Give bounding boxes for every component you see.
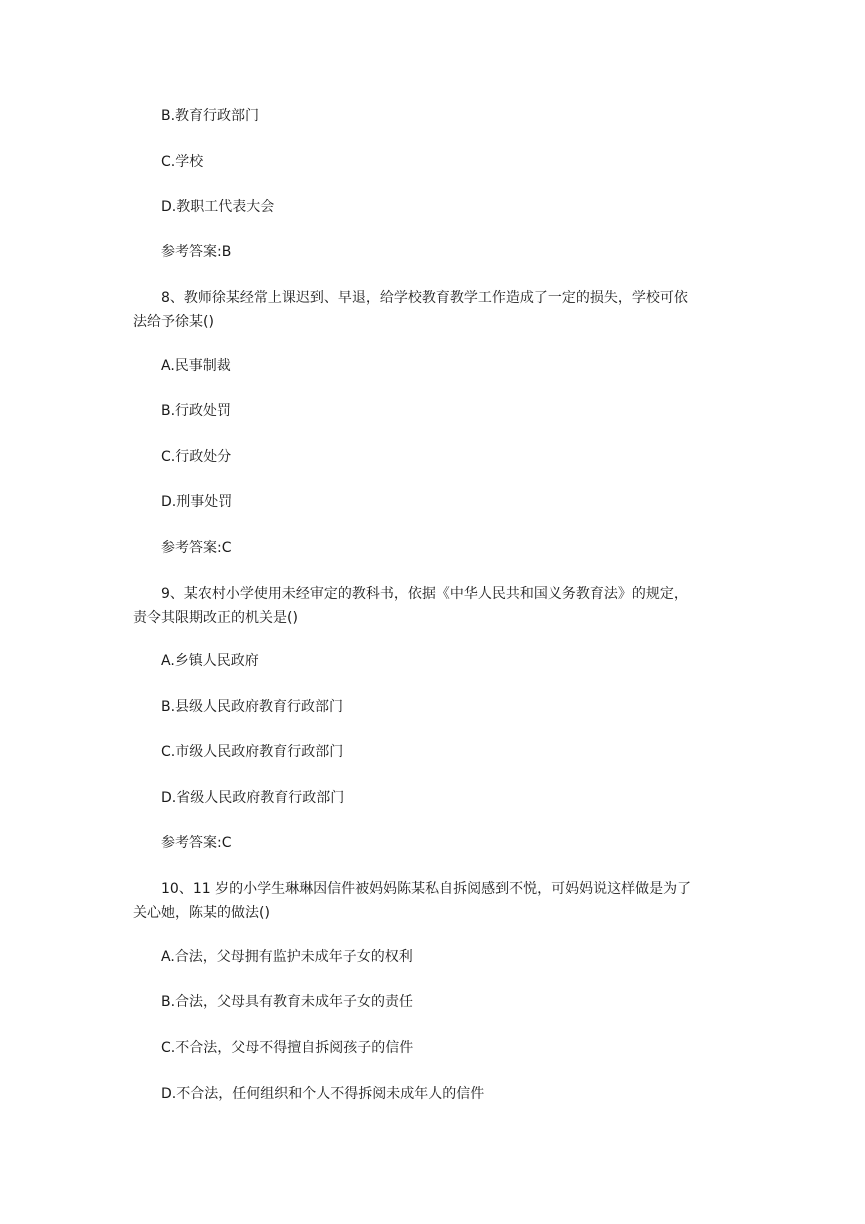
q8-stem-line2: 法给予徐某() (133, 314, 214, 330)
q9-option-a: A.乡镇人民政府 (161, 653, 259, 669)
q8-option-a: A.民事制裁 (161, 358, 231, 374)
q7-option-d: D.教职工代表大会 (161, 199, 275, 215)
q7-answer: 参考答案:B (161, 244, 232, 260)
q7-option-b: B.教育行政部门 (161, 108, 260, 124)
q10-stem-line1: 10、11 岁的小学生琳琳因信件被妈妈陈某私自拆阅感到不悦，可妈妈说这样做是为了 (161, 881, 692, 897)
q8-stem (133, 286, 733, 334)
q10-option-c: C.不合法，父母不得擅自拆阅孩子的信件 (161, 1040, 414, 1056)
q9-stem-line2: 责令其限期改正的机关是() (133, 610, 298, 626)
q9-answer: 参考答案:C (161, 835, 232, 851)
q8-option-b: B.行政处罚 (161, 403, 232, 419)
q9-option-b: B.县级人民政府教育行政部门 (161, 699, 344, 715)
q8-stem-line1: 8、教师徐某经常上课迟到、早退，给学校教育教学工作造成了一定的损失，学校可依 (161, 290, 688, 306)
q10-stem (133, 877, 733, 925)
q8-option-d: D.刑事处罚 (161, 494, 233, 510)
q7-option-c: C.学校 (161, 154, 204, 170)
q10-stem-line2: 关心她，陈某的做法() (133, 905, 270, 921)
q8-option-c: C.行政处分 (161, 449, 232, 465)
q9-stem-line1: 9、某农村小学使用未经审定的教科书，依据《中华人民共和国义务教育法》的规定， (161, 586, 688, 602)
q10-option-a: A.合法，父母拥有监护未成年子女的权利 (161, 949, 413, 965)
q10-option-b: B.合法，父母具有教育未成年子女的责任 (161, 994, 414, 1010)
q10-option-d: D.不合法，任何组织和个人不得拆阅未成年人的信件 (161, 1086, 485, 1102)
q9-stem (133, 582, 733, 630)
q9-option-d: D.省级人民政府教育行政部门 (161, 790, 345, 806)
q9-option-c: C.市级人民政府教育行政部门 (161, 744, 344, 760)
q8-answer: 参考答案:C (161, 540, 232, 556)
